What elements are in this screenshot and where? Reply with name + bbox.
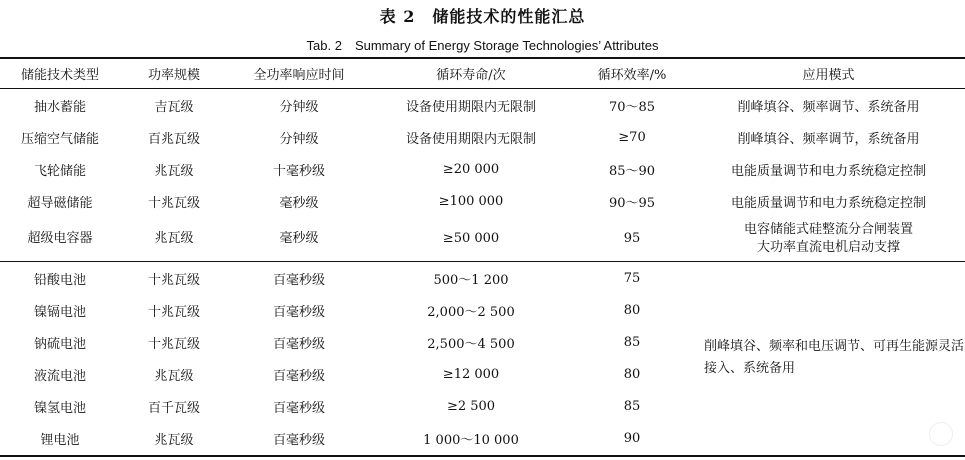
table-cell: ≥12 000 — [442, 366, 500, 382]
table-cell: 压缩空气储能 — [20, 131, 99, 147]
table-cell: 削峰填谷、频率调节，系统备用 — [737, 131, 920, 147]
table-cell: 镍镉电池 — [33, 304, 86, 320]
table-cell: 吉瓦级 — [154, 99, 194, 115]
table-cell: 十兆瓦级 — [147, 195, 200, 211]
table-row — [0, 217, 965, 261]
table-cell: ≥70 — [618, 129, 646, 145]
table-cell: 分钟级 — [279, 99, 319, 115]
table-cell: 分钟级 — [279, 131, 319, 147]
table-cell: 十兆瓦级 — [147, 304, 200, 320]
table-cell: 85 — [623, 398, 641, 414]
header-cell: 循环寿命/次 — [436, 68, 506, 83]
table-cell: 80 — [623, 302, 641, 318]
table-cell: 百毫秒级 — [272, 432, 325, 448]
header-cell: 储能技术类型 — [20, 68, 99, 83]
table-cell: 兆瓦级 — [154, 432, 194, 448]
table-cell: 2,500～4 500 — [427, 336, 515, 352]
table-cell: 百毫秒级 — [272, 368, 325, 384]
table-row — [0, 262, 965, 294]
table-cell: 毫秒级 — [279, 231, 319, 246]
table-cell: 电容储能式硅整流分合闸装置 大功率直流电机启动支撑 — [743, 222, 913, 255]
table-cell: 百毫秒级 — [272, 304, 325, 320]
table-cell: 设备使用期限内无限制 — [405, 131, 536, 147]
bottom-rule — [0, 455, 965, 457]
table-cell: 抽水蓄能 — [33, 99, 86, 115]
table-cell: 兆瓦级 — [154, 231, 194, 246]
header-cell: 功率规模 — [147, 68, 200, 83]
header-cell: 应用模式 — [802, 68, 855, 83]
table-cell: ≥50 000 — [442, 231, 500, 246]
table-body-physical-storage — [0, 89, 965, 261]
table-cell: 飞轮储能 — [33, 163, 86, 179]
table-cell: 十毫秒级 — [272, 163, 325, 179]
merged-application-cell: 削峰填谷、频率和电压调节、可再生能源灵活接入、系统备用 — [704, 339, 965, 376]
table-cell: 超级电容器 — [27, 231, 93, 246]
table-cell: 铅酸电池 — [33, 272, 86, 288]
table-cell: 90～95 — [608, 195, 656, 211]
table-cell: 80 — [623, 366, 641, 382]
table-cell: 液流电池 — [33, 368, 86, 384]
table-cell: 75 — [623, 270, 641, 286]
table-cell: 2,000～2 500 — [427, 304, 515, 320]
header-row — [0, 59, 965, 88]
table-cell: 镍氢电池 — [33, 400, 86, 416]
table-cell: 1 000～10 000 — [423, 432, 519, 448]
table-body-battery-storage — [0, 262, 965, 454]
table-cell: ≥2 500 — [446, 398, 496, 414]
table-cell: 百千瓦级 — [147, 400, 200, 416]
table-cell: 兆瓦级 — [154, 368, 194, 384]
watermark-logo — [929, 422, 953, 446]
table-title-cn: 表 2 储能技术的性能汇总 — [379, 7, 586, 26]
table-cell: 兆瓦级 — [154, 163, 194, 179]
table-cell: 锂电池 — [40, 432, 80, 448]
table-cell: 毫秒级 — [279, 195, 319, 211]
table-row — [0, 121, 965, 153]
table-cell: 95 — [623, 231, 641, 246]
table-cell: 90 — [623, 430, 641, 446]
header-cell: 全功率响应时间 — [253, 68, 345, 83]
table-cell: 70～85 — [608, 99, 656, 115]
table-row — [0, 153, 965, 185]
table-cell: 百毫秒级 — [272, 272, 325, 288]
table-cell: 百毫秒级 — [272, 336, 325, 352]
table-title-en: Tab. 2 Summary of Energy Storage Technologies’ Attributes — [306, 38, 659, 53]
table-cell: 电能质量调节和电力系统稳定控制 — [730, 163, 926, 179]
table-cell: 85～90 — [608, 163, 656, 179]
header-cell: 循环效率/% — [597, 68, 667, 83]
table-cell: 超导磁储能 — [27, 195, 93, 211]
table-header — [0, 59, 965, 88]
table-row — [0, 185, 965, 217]
table-cell: ≥100 000 — [438, 193, 504, 209]
table-cell: 钠硫电池 — [33, 336, 86, 352]
table-cell: 十兆瓦级 — [147, 336, 200, 352]
table-cell: ≥20 000 — [442, 161, 500, 177]
table-cell: 500～1 200 — [433, 272, 509, 288]
table-cell: 削峰填谷、频率调节、系统备用 — [737, 99, 920, 115]
table-cell: 百兆瓦级 — [147, 131, 200, 147]
table-cell: 85 — [623, 334, 641, 350]
table-row — [0, 89, 965, 121]
table-cell: 设备使用期限内无限制 — [405, 99, 536, 115]
table-cell: 十兆瓦级 — [147, 272, 200, 288]
table-cell: 百毫秒级 — [272, 400, 325, 416]
table-cell: 电能质量调节和电力系统稳定控制 — [730, 195, 926, 211]
